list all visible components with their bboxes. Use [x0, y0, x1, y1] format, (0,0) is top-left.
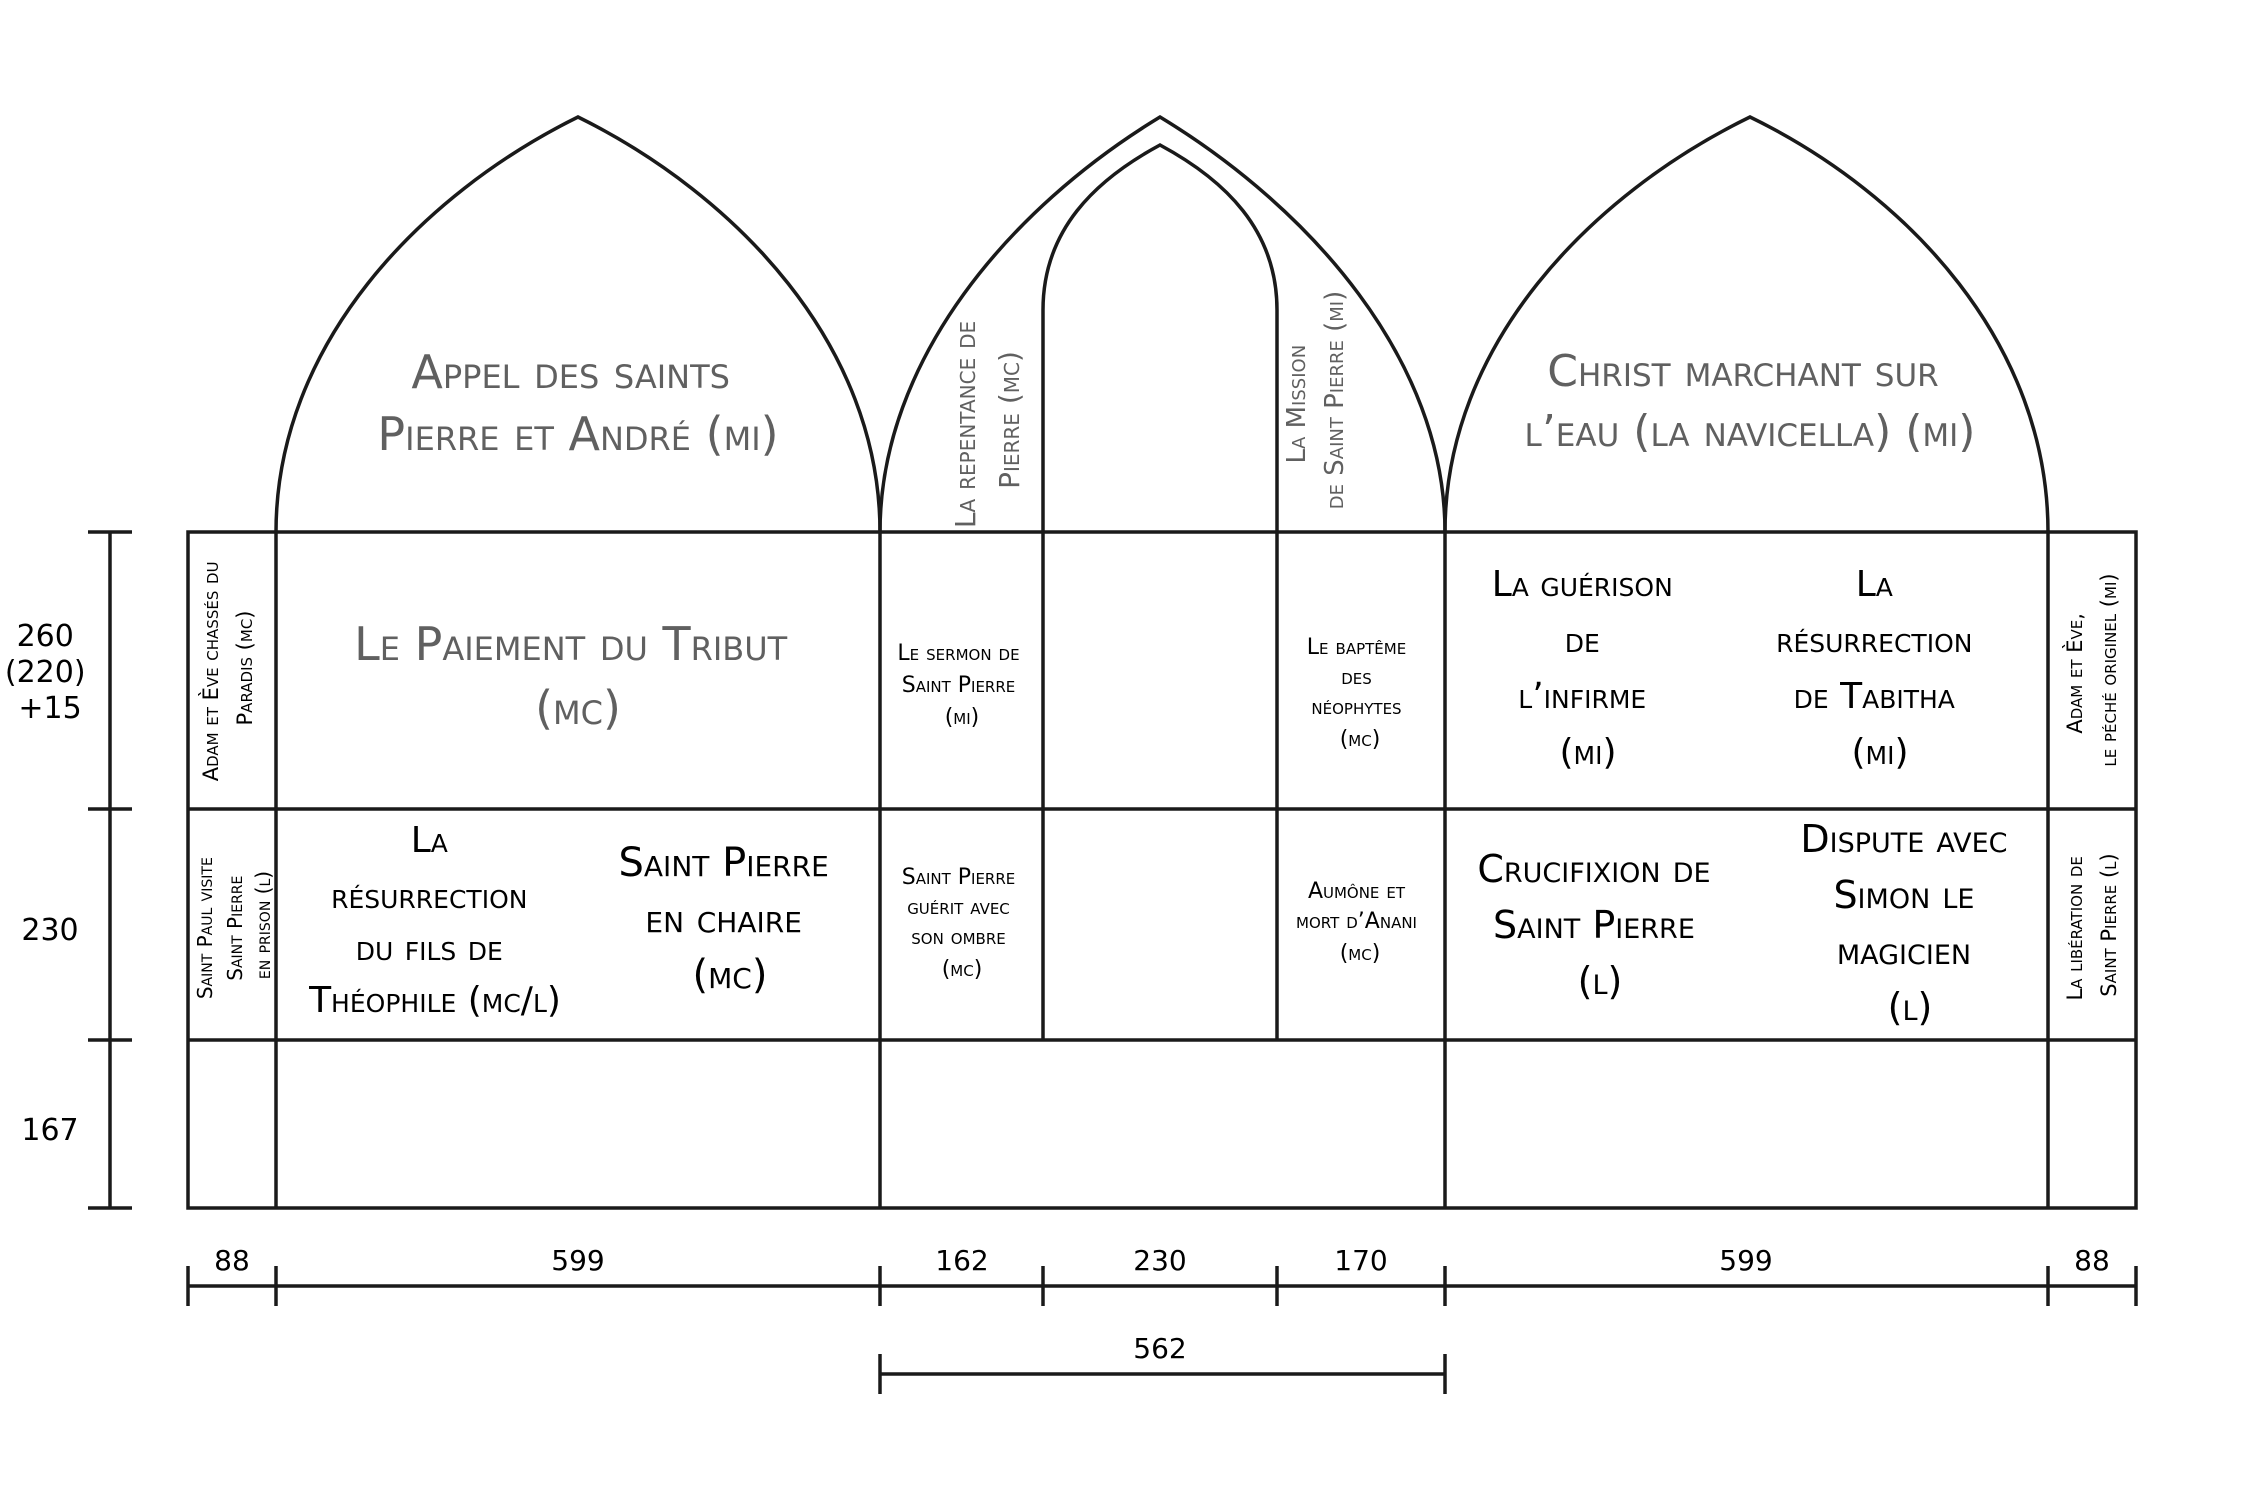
row2-right-b-label: Dispute avec Simon le magicien (l) — [1800, 817, 2008, 1029]
bottom-dim-2: 599 — [551, 1244, 605, 1277]
svg-text:La repentance de Pierre: La repentance de Pierre (mc) — [949, 320, 1026, 529]
svg-text:Saint Paul visite Saint: Saint Paul visite Saint Pierre en prison (l) — [193, 857, 275, 1000]
bottom-dim-5: 170 — [1334, 1244, 1388, 1277]
right-arch — [1445, 117, 2048, 532]
bottom-dim-6: 599 — [1719, 1244, 1773, 1277]
row2-far-left-label — [193, 851, 275, 999]
bottom-dim-4: 230 — [1133, 1244, 1187, 1277]
left-arch — [276, 117, 880, 532]
row2-center-c-label: Aumône et mort d’Anani (mc) — [1296, 879, 1417, 966]
row2-far-right-label — [2063, 849, 2121, 1000]
svg-text:Adam et Ève, le péché or: Adam et Ève, le péché originel (mi) — [2063, 573, 2121, 767]
left-dim-row3: 167 — [21, 1113, 79, 1148]
arch-right-label: Christ marchant sur l’eau (la navicella) (mi) — [1524, 346, 1976, 457]
row2-center-a-label: Saint Pierre guérit avec son ombre (mc) — [901, 865, 1016, 982]
svg-text:La Mission de Saint Pier: La Mission de Saint Pierre (mi) — [1282, 290, 1350, 510]
svg-text:La libération de Saint P: La libération de Saint Pierre (l) — [2063, 853, 2121, 1001]
row1-center-a-label: Le sermon de Saint Pierre (mi) — [897, 641, 1020, 730]
left-dim-row2: 230 — [21, 913, 79, 948]
left-dim-row1: 260 (220) +15 — [4, 619, 86, 726]
bottom-dim-3: 162 — [935, 1244, 989, 1277]
row2-right-a-label: Crucifixion de Saint Pierre (l) — [1477, 847, 1711, 1003]
row1-right-b-label: La résurrection de Tabitha (mi) — [1776, 564, 1973, 773]
arch-center-right-label — [1282, 291, 1350, 510]
bottom-dim-1: 88 — [214, 1244, 250, 1277]
row1-far-left-label — [198, 555, 257, 781]
center-total-label: 562 — [1133, 1332, 1187, 1365]
svg-text:Adam et Ève chassés du P: Adam et Ève chassés du Paradis (mc) — [199, 561, 257, 782]
arch-center-left-label — [949, 312, 1026, 528]
row1-far-right-label — [2062, 573, 2121, 766]
row1-left-label: Le Paiement du Tribut (mc) — [354, 617, 788, 735]
row1-right-a-label: La guérison de l’infirme (mi) — [1491, 564, 1673, 773]
row2-left-b-label: Saint Pierre en chaire (mc) — [618, 840, 829, 998]
row2-left-a-label: La résurrection du fils de Théophile (mc/l) — [309, 820, 561, 1021]
row1-center-c-label: Le baptême des néophytes (mc) — [1306, 635, 1407, 752]
center-inner-arch — [1043, 145, 1277, 1040]
left-dimension-bar — [88, 532, 132, 1208]
bottom-dim-7: 88 — [2074, 1244, 2110, 1277]
arch-left-label: Appel des saints Pierre et André (mi) — [377, 345, 779, 461]
arches-outline — [276, 117, 2048, 1040]
